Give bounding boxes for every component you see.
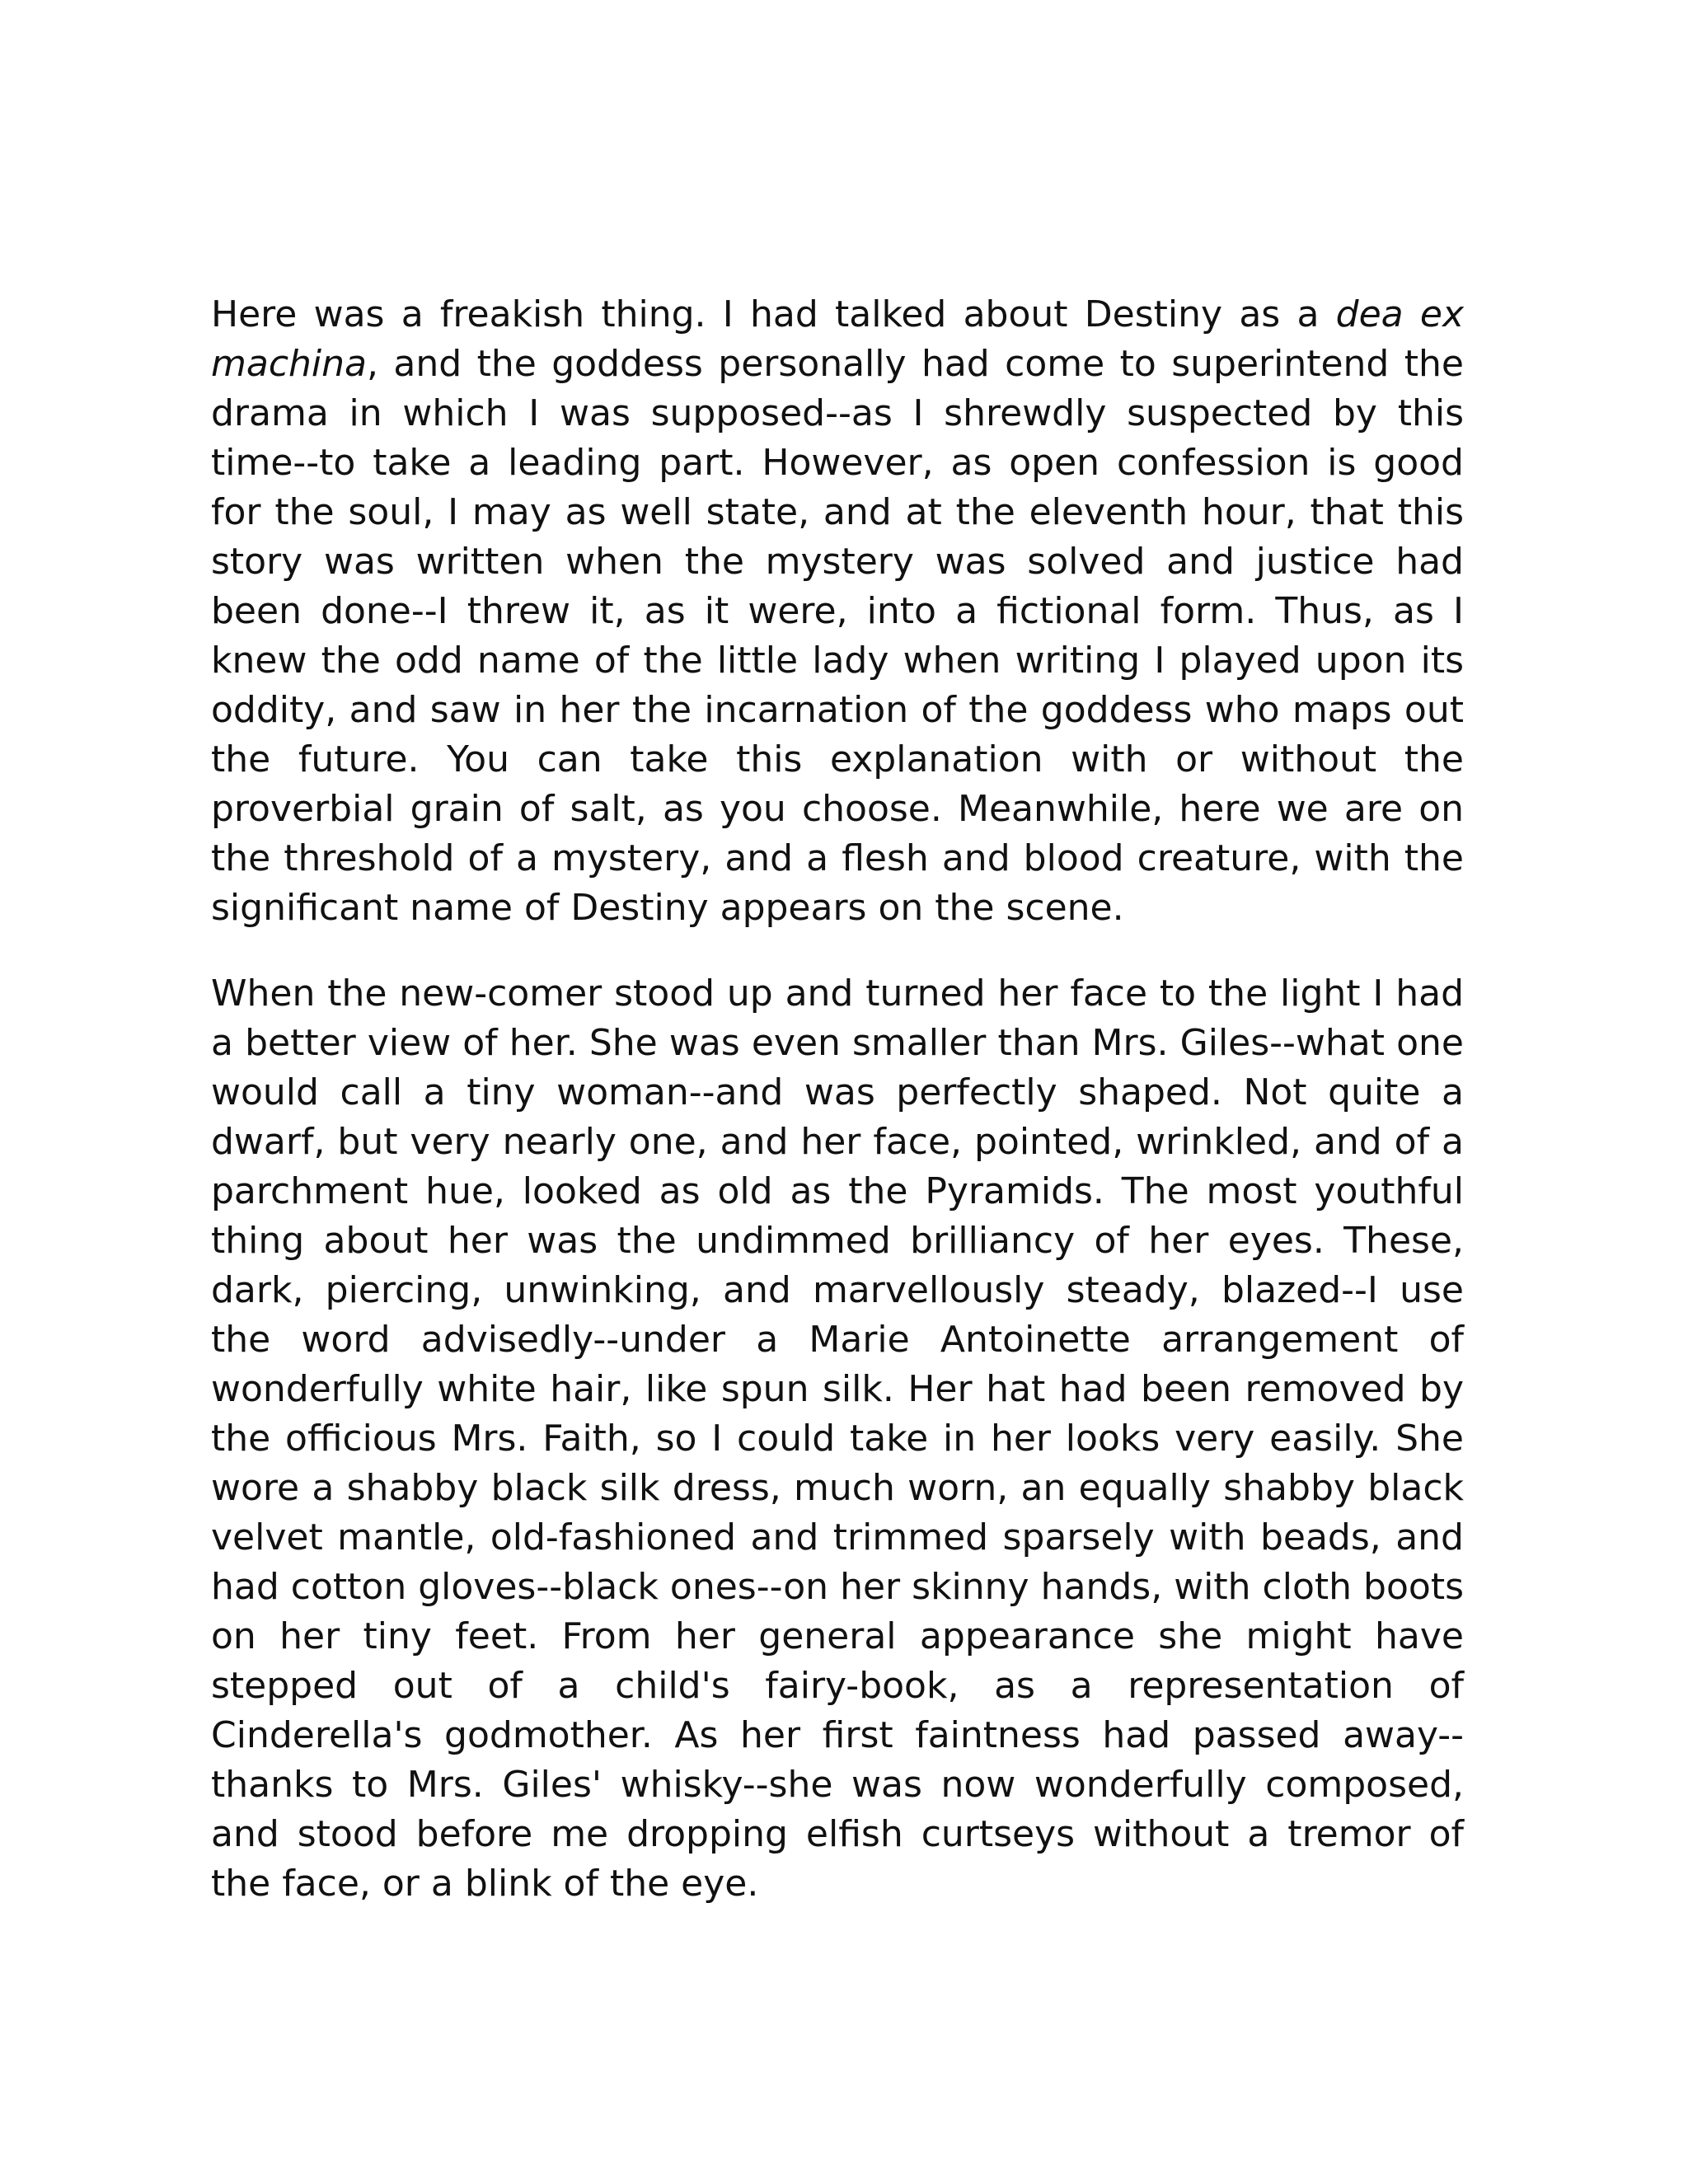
paragraph-2-text: When the new-comer stood up and turned her face to the light I had a better view of her. She was even smaller than Mrs. Giles--what one would call a tiny woman--and was perfectly shaped. Not quite a dwarf, but very nearly one, and her face, pointed, wrinkled, and of a parchment hue, looked as old as the Pyramids. The most youthful thing about her was the undimmed brilliancy of her eyes. These, dark, piercing, unwinking, and marvellously steady, blazed--I use the word advisedly--under a Marie Antoinette arrangement of wonderfully white hair, like spun silk. Her hat had been removed by the officious Mrs. Faith, so I could take in her looks very easily. She wore a shabby black silk dress, much worn, an equally shabby black velvet mantle, old-fashioned and trimmed sparsely with beads, and had cotton gloves--black ones--on her skinny hands, with cloth boots on her tiny feet. From her general appearance she might have stepped out of a child's fairy-book, as a representation of Cinderella's godmother. As her first faintness had passed away--thanks to Mrs. Giles' whisky--she was now wonderfully composed, and stood before me dropping elfish curtseys without a tremor of the face, or a blink of the eye. (211, 972, 1464, 1905)
paragraph-1-text-b: , and the goddess personally had come to superintend the drama in which I was supposed--as I shrewdly suspected by this time--to take a leading part. However, as open confession is good for the soul, I may as well state, and at the eleventh hour, that this story was written when the mystery was solved and justice had been done--I threw it, as it were, into a fictional form. Thus, as I knew the odd name of the little lady when writing I played upon its oddity, and saw in her the incarnation of the goddess who maps out the future. You can take this explanation with or without the proverbial grain of salt, as you choose. Meanwhile, here we are on the threshold of a mystery, and a flesh and blood creature, with the significant name of Destiny appears on the scene. (211, 343, 1464, 929)
paragraph-2 (211, 969, 1464, 1909)
paragraph-1-text-a: Here was a freakish thing. I had talked about Destiny as a (211, 293, 1336, 335)
paragraph-1 (211, 290, 1464, 933)
paragraph-1-italic-phrase: dea ex machina (211, 293, 1464, 385)
